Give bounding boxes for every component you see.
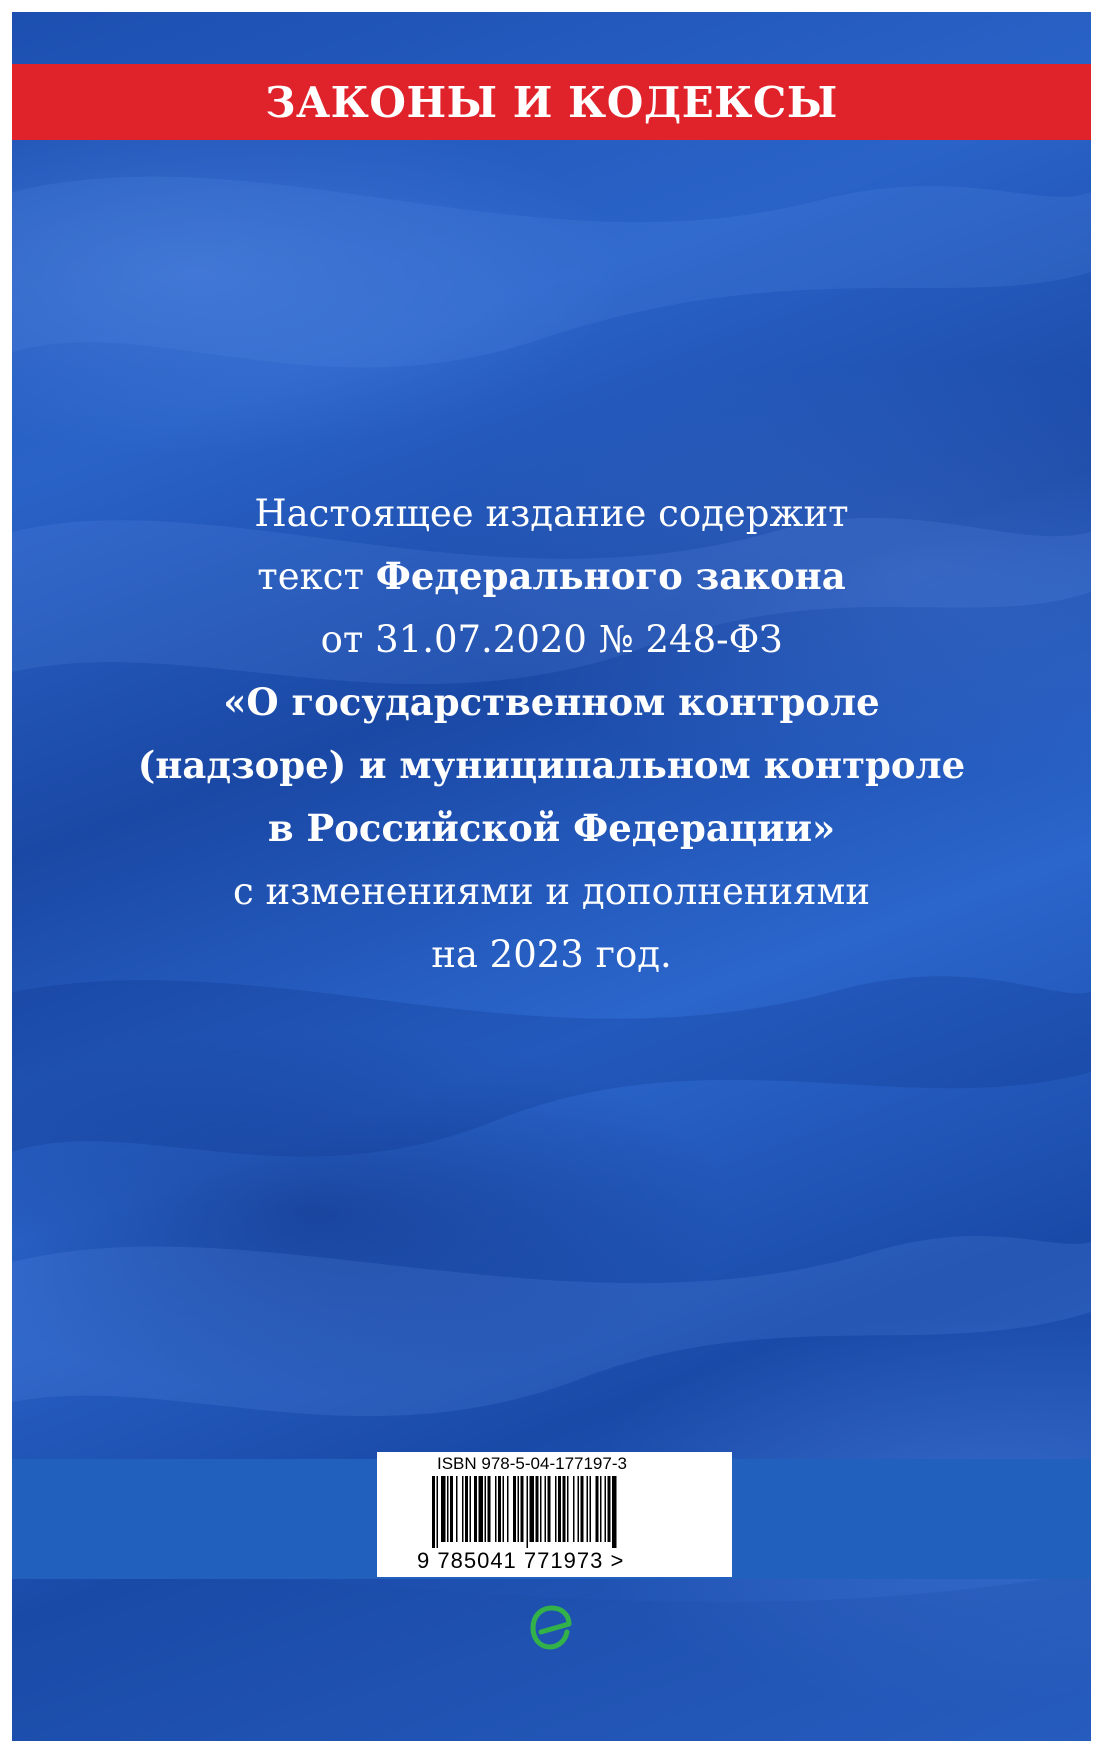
- barcode-bar: [563, 1476, 566, 1542]
- amendments-note: с изменениями и дополнениями: [232, 870, 870, 913]
- law-title-line-2: [12, 734, 1091, 797]
- isbn-text: ISBN 978-5-04-177197-3: [437, 1454, 627, 1473]
- book-back-cover: [12, 12, 1091, 1741]
- barcode-bar: [536, 1476, 539, 1542]
- ean-first-digit: 9: [417, 1548, 431, 1573]
- ean-group-2: 771973: [523, 1548, 604, 1573]
- barcode-bar: [600, 1476, 602, 1542]
- law-title-text-1: «О государственном контроле: [223, 680, 880, 724]
- barcode-bar: [441, 1476, 446, 1542]
- law-title-text-2: (надзоре) и муниципальном контроле: [137, 743, 966, 787]
- barcode-bar: [596, 1476, 599, 1542]
- law-type: Федерального закона: [375, 554, 846, 598]
- barcode-bar: [587, 1476, 589, 1542]
- barcode-bar: [540, 1476, 542, 1542]
- barcode-bar: [450, 1476, 453, 1542]
- barcode-bar: [567, 1476, 569, 1542]
- barcode-bar: [590, 1476, 592, 1542]
- barcode-bar: [521, 1476, 524, 1542]
- barcode-bar: [437, 1476, 439, 1548]
- edition-year: на 2023 год.: [431, 933, 672, 976]
- barcode-bar: [558, 1476, 561, 1542]
- barcode-bar: [530, 1476, 535, 1542]
- series-banner: [12, 64, 1091, 140]
- barcode-bar: [498, 1476, 501, 1542]
- eksmo-e-logo-icon: [527, 1602, 577, 1652]
- barcode-bar: [474, 1476, 477, 1542]
- series-title: ЗАКОНЫ И КОДЕКСЫ: [265, 77, 838, 127]
- description-line-1: Настоящее издание содержит: [254, 492, 849, 535]
- law-title-line-3: [12, 797, 1091, 860]
- barcode-bars: [432, 1476, 672, 1548]
- barcode-bar: [608, 1476, 611, 1542]
- barcode-bar: [470, 1476, 472, 1542]
- barcode-bar: [605, 1476, 607, 1542]
- barcode-bar: [548, 1476, 551, 1542]
- barcode-bar: [545, 1476, 547, 1542]
- barcode-bar: [581, 1476, 584, 1542]
- barcode-bar: [612, 1476, 617, 1548]
- barcode-bar: [527, 1476, 529, 1548]
- barcode-bar: [479, 1476, 484, 1542]
- barcode-bar: [456, 1476, 458, 1542]
- barcode-bar: [485, 1476, 487, 1542]
- ean-group-1: 785041: [437, 1548, 517, 1573]
- barcode-bar: [518, 1476, 520, 1542]
- barcode-bar: [573, 1476, 575, 1542]
- description-block: [12, 482, 1091, 986]
- barcode-label: [377, 1452, 732, 1577]
- ean-marker: >: [610, 1548, 625, 1573]
- barcode-bar: [578, 1476, 580, 1542]
- barcode-bar: [465, 1476, 468, 1542]
- barcode-bar: [432, 1476, 435, 1548]
- barcode-bar: [488, 1476, 491, 1542]
- barcode-bar: [462, 1476, 464, 1542]
- barcode-bar: [503, 1476, 505, 1542]
- description-line-2-prefix: текст: [257, 555, 376, 598]
- law-title-line-1: [12, 671, 1091, 734]
- description-line-2: [12, 545, 1091, 608]
- law-number: от 31.07.2020 № 248-ФЗ: [320, 618, 783, 661]
- law-title-text-3: в Российской Федерации»: [267, 806, 836, 850]
- barcode-bar: [555, 1476, 557, 1542]
- barcode-bar: [495, 1476, 497, 1542]
- ean-digits: [417, 1548, 624, 1574]
- barcode-bar: [447, 1476, 449, 1542]
- barcode-bar: [507, 1476, 509, 1542]
- barcode-bar: [513, 1476, 516, 1542]
